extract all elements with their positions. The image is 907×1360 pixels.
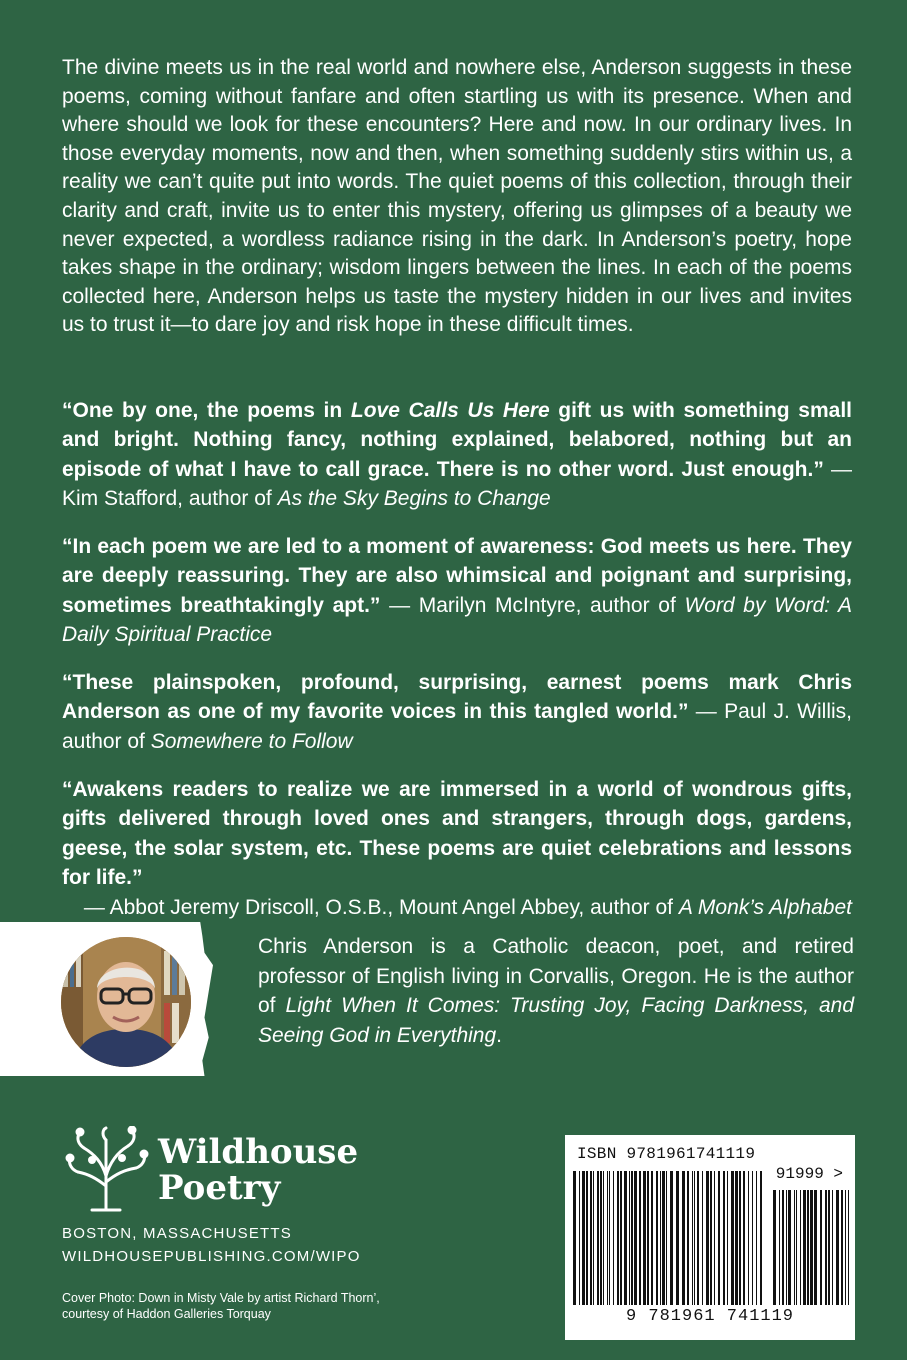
blurb-stafford <box>62 396 852 514</box>
barcode-bar <box>786 1190 787 1305</box>
barcode-bar <box>647 1171 649 1305</box>
barcode-bar <box>697 1171 699 1305</box>
barcode-bar <box>639 1171 641 1305</box>
blurb-attribution: — Kim Stafford, author of <box>62 457 853 511</box>
barcode-bar <box>702 1171 703 1305</box>
blurb-text: “In each poem we are led to a moment of awareness: God meets us here. They are deeply reassuring. They are also whimsical and poignant and surprising, sometimes breathtakingly apt.” <box>62 535 852 617</box>
publisher-name <box>158 1134 358 1206</box>
barcode-bar <box>607 1171 608 1305</box>
barcode-bar <box>803 1190 806 1305</box>
barcode-bar <box>643 1171 646 1305</box>
blurb-attribution: — Paul J. Willis, author of <box>62 700 852 753</box>
barcode-bars <box>573 1171 765 1305</box>
barcode-bar <box>634 1171 637 1305</box>
barcode-bar <box>631 1171 633 1305</box>
barcode-bar <box>593 1171 594 1305</box>
barcode-digits: 9 781961 741119 <box>625 1307 795 1326</box>
barcode-bar <box>629 1171 630 1305</box>
barcode-bar <box>782 1190 784 1305</box>
bio-text: Chris Anderson is a Catholic deacon, poet, and retired professor of English living in Corvallis, Oregon. He is the author of <box>258 935 854 1018</box>
barcode-bar <box>651 1171 653 1305</box>
blurb-text: “Awakens readers to realize we are immersed in a world of wondrous gifts, gifts delivered through loved ones and strangers, through dogs, gardens, geese, the solar system, etc. These poems are quiet celebrations and lessons for life.” <box>62 778 852 890</box>
barcode-bar <box>579 1171 580 1305</box>
blurb-attribution: — Marilyn McIntyre, author of <box>380 593 685 617</box>
barcode-bar <box>590 1171 592 1305</box>
isbn-barcode <box>565 1135 855 1340</box>
barcode-bar <box>710 1171 712 1305</box>
blurb-attribution-book: Word by Word: A Daily Spiritual Practice <box>62 593 852 647</box>
barcode-bar <box>714 1171 715 1305</box>
barcode-bar <box>692 1171 693 1305</box>
barcode-bar <box>828 1190 830 1305</box>
barcode-bar <box>848 1190 849 1305</box>
bio-end: . <box>496 1023 502 1047</box>
barcode-bar <box>670 1171 673 1305</box>
barcode-bar <box>582 1171 585 1305</box>
publisher-name-line2: Poetry <box>158 1168 281 1208</box>
barcode-bar <box>796 1190 797 1305</box>
cover-photo-credit: Cover Photo: Down in Misty Vale by artist Richard Thorn’, courtesy of Haddon Galleries Torquay <box>62 1291 380 1321</box>
barcode-bar <box>820 1190 822 1305</box>
barcode-bar <box>600 1171 602 1305</box>
isbn-label: ISBN 9781961741119 <box>577 1145 756 1163</box>
barcode-addon-bars <box>773 1190 851 1305</box>
barcode-bar <box>845 1190 846 1305</box>
barcode-bar <box>620 1171 622 1305</box>
barcode-bar <box>609 1171 610 1305</box>
barcode-bar <box>760 1171 762 1305</box>
blurb-attribution: — Abbot Jeremy Driscoll, O.S.B., Mount Angel Abbey, author of <box>83 895 679 919</box>
barcode-bar <box>814 1190 817 1305</box>
barcode-bar <box>694 1171 695 1305</box>
author-photo <box>61 937 191 1067</box>
barcode-bar <box>666 1171 667 1305</box>
barcode-bar <box>794 1190 795 1305</box>
barcode-bar <box>731 1171 734 1305</box>
blurb-book-title: Love Calls Us Here <box>350 399 550 422</box>
barcode-bar <box>748 1171 749 1305</box>
barcode-bar <box>752 1171 753 1305</box>
barcode-bar <box>597 1171 599 1305</box>
publisher-name-line1: Wildhouse <box>158 1132 359 1172</box>
barcode-bar <box>723 1171 725 1305</box>
tree-logo-icon <box>62 1126 152 1212</box>
barcode-bar <box>841 1190 843 1305</box>
barcode-bar <box>586 1171 588 1305</box>
barcode-bar <box>687 1171 689 1305</box>
book-description: The divine meets us in the real world and nowhere else, Anderson suggests in these poems, coming without fanfare and often startling us with its presence. When and where should we look for these encounters? Here and now. In our ordinary lives. In those everyday moments, now and then, when something suddenly stirs within us, a reality we can’t quite put into words. The quiet poems of this collection, through their clarity and craft, invite us to enter this mystery, offering us glimpses of a beauty we never expected, a wordless radiance rising in the dark. In Anderson’s poetry, hope takes shape in the ordinary; wisdom lingers between the lines. In each of the poems collected here, Anderson helps us taste the mystery hidden in our lives and invites us to trust it—to dare joy and risk hope in these difficult times. <box>62 56 852 337</box>
blurb-text: “One by one, the poems in <box>62 399 351 422</box>
barcode-bar <box>836 1190 839 1305</box>
barcode-bar <box>613 1171 614 1305</box>
blurb-driscoll <box>62 775 852 922</box>
blurb-attribution-book: As the Sky Begins to Change <box>277 487 551 511</box>
barcode-bar <box>682 1171 685 1305</box>
barcode-bar <box>727 1171 728 1305</box>
barcode-bar <box>832 1190 833 1305</box>
barcode-bar <box>624 1171 627 1305</box>
price-code: 91999 > <box>775 1165 843 1183</box>
barcode-bar <box>779 1190 780 1305</box>
barcode-bar <box>656 1171 658 1305</box>
blurb-text: gift us with something small and bright. Nothing fancy, nothing explained, belabored, nothing but an episode of what I have to call grace. There is no other word. Just enough.” <box>62 399 852 481</box>
blurb-willis <box>62 668 852 756</box>
barcode-bar <box>573 1171 576 1305</box>
barcode-bar <box>706 1171 709 1305</box>
barcode-bar <box>676 1171 679 1305</box>
barcode-bar <box>739 1171 741 1305</box>
barcode-bar <box>617 1171 619 1305</box>
publisher-location: BOSTON, MASSACHUSETTS <box>62 1225 292 1242</box>
blurb-attribution-book: A Monk’s Alphabet <box>678 895 852 919</box>
barcode-bar <box>743 1171 745 1305</box>
bio-book-title: Light When It Comes: Trusting Joy, Facing Darkness, and Seeing God in Everything <box>258 994 854 1047</box>
blurb-mcintyre <box>62 532 852 650</box>
barcode-bar <box>800 1190 801 1305</box>
blurb-text: “These plainspoken, profound, surprising, earnest poems mark Chris Anderson as one of my favorite voices in this tangled world.” <box>62 671 852 724</box>
barcode-bar <box>807 1190 809 1305</box>
barcode-bar <box>735 1171 738 1305</box>
author-bio <box>258 932 854 1050</box>
barcode-bar <box>810 1190 813 1305</box>
blurb-attribution-book: Somewhere to Follow <box>150 729 353 753</box>
barcode-bar <box>662 1171 665 1305</box>
barcode-bar <box>718 1171 720 1305</box>
barcode-bar <box>603 1171 604 1305</box>
barcode-bar <box>825 1190 827 1305</box>
barcode-bar <box>756 1171 757 1305</box>
barcode-bar <box>773 1190 776 1305</box>
barcode-bar <box>660 1171 661 1305</box>
publisher-website[interactable]: WILDHOUSEPUBLISHING.COM/WIPO <box>62 1248 361 1265</box>
barcode-bar <box>788 1190 791 1305</box>
